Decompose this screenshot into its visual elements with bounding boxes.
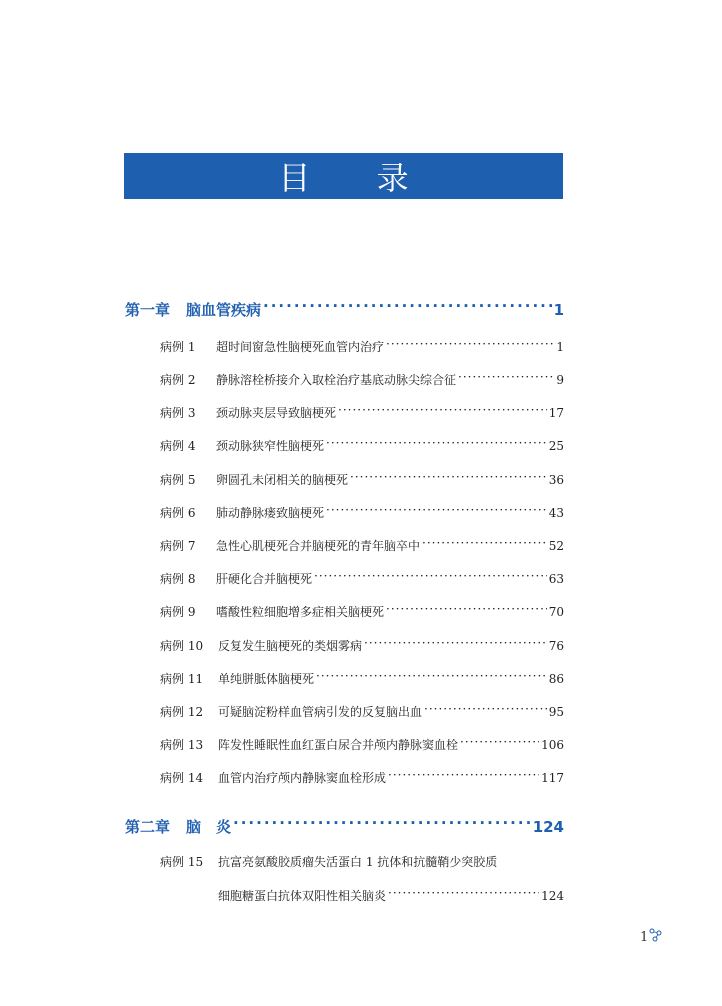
leader-dots (424, 704, 547, 716)
case-page: 43 (548, 506, 564, 520)
case-number: 病例 13 (160, 738, 204, 752)
toc-title: 目 录 (278, 159, 437, 197)
leader-dots (460, 737, 539, 749)
case-title: 颈动脉夹层导致脑梗死 (216, 406, 337, 420)
case-number: 病例 2 (160, 373, 196, 387)
case-number: 病例 11 (160, 672, 204, 686)
leader-dots (388, 770, 539, 782)
case-title: 卵圆孔未闭相关的脑梗死 (216, 473, 349, 487)
toc-entry[interactable] (160, 769, 564, 786)
leader-dots (386, 339, 554, 351)
case-page: 86 (548, 672, 564, 686)
case-page: 124 (541, 889, 564, 903)
leader-dots (314, 571, 547, 583)
case-page: 36 (548, 473, 564, 487)
case-title: 血管内治疗颅内静脉窦血栓形成 (218, 771, 387, 785)
leader-dots (326, 438, 547, 450)
case-page: 95 (548, 705, 564, 719)
toc-entry[interactable] (160, 371, 564, 388)
leader-dots (386, 604, 547, 616)
chapter-heading[interactable] (125, 299, 564, 320)
case-title: 超时间窗急性脑梗死血管内治疗 (216, 340, 385, 354)
case-page: 106 (541, 738, 564, 752)
chapter-page: 124 (532, 818, 564, 836)
toc-entry[interactable] (160, 603, 564, 620)
toc-entry[interactable] (160, 637, 564, 654)
chapter-title: 脑 炎 (186, 818, 232, 836)
case-title: 急性心肌梗死合并脑梗死的青年脑卒中 (216, 539, 421, 553)
toc-entry[interactable] (160, 670, 564, 687)
case-title: 颈动脉狭窄性脑梗死 (216, 439, 325, 453)
toc-entry[interactable] (160, 853, 564, 870)
chapter-label: 第二章 (125, 818, 171, 836)
toc-entry[interactable] (160, 736, 564, 753)
case-title: 单纯胼胝体脑梗死 (218, 672, 315, 686)
chapter-page: 1 (553, 301, 564, 319)
chapter-heading[interactable] (125, 816, 564, 837)
toc-entry[interactable] (160, 437, 564, 454)
toc-entry[interactable] (160, 570, 564, 587)
case-number: 病例 5 (160, 473, 196, 487)
case-number: 病例 7 (160, 539, 196, 553)
case-page: 9 (556, 373, 564, 387)
case-number: 病例 10 (160, 639, 204, 653)
case-title-continuation: 细胞糖蛋白抗体双阳性相关脑炎 (218, 889, 387, 903)
case-title: 肺动静脉瘘致脑梗死 (216, 506, 325, 520)
case-page: 117 (541, 771, 564, 785)
toc-entry[interactable] (160, 703, 564, 720)
case-number: 病例 15 (160, 855, 204, 869)
leader-dots (422, 538, 547, 550)
leader-dots (350, 472, 547, 484)
toc-entry[interactable] (160, 404, 564, 421)
case-page: 17 (548, 406, 564, 420)
toc-entry[interactable] (160, 338, 564, 355)
case-page: 63 (548, 572, 564, 586)
case-title: 肝硬化合并脑梗死 (216, 572, 313, 586)
case-title: 静脉溶栓桥接介入取栓治疗基底动脉尖综合征 (216, 373, 457, 387)
case-number: 病例 14 (160, 771, 204, 785)
toc-entry[interactable] (160, 504, 564, 521)
case-page: 76 (548, 639, 564, 653)
chapter-label: 第一章 (125, 301, 171, 319)
leader-dots (458, 372, 554, 384)
case-page: 70 (548, 605, 564, 619)
leader-dots (263, 300, 552, 315)
molecule-icon (649, 928, 663, 942)
case-title: 反复发生脑梗死的类烟雾病 (218, 639, 363, 653)
chapter-title: 脑血管疾病 (186, 301, 262, 319)
leader-dots (364, 638, 547, 650)
toc-entry-continuation[interactable] (218, 887, 564, 904)
toc-entry[interactable] (160, 537, 564, 554)
page-number-text: 1 (640, 930, 649, 945)
case-title: 阵发性睡眠性血红蛋白尿合并颅内静脉窦血栓 (218, 738, 459, 752)
page-number (640, 930, 663, 945)
case-number: 病例 4 (160, 439, 196, 453)
leader-dots (326, 505, 547, 517)
case-number: 病例 1 (160, 340, 196, 354)
leader-dots (338, 405, 547, 417)
case-title: 嗜酸性粒细胞增多症相关脑梗死 (216, 605, 385, 619)
case-page: 25 (548, 439, 564, 453)
case-number: 病例 6 (160, 506, 196, 520)
case-number: 病例 8 (160, 572, 196, 586)
leader-dots (388, 888, 539, 900)
leader-dots (316, 671, 547, 683)
toc-title-banner (124, 153, 563, 199)
case-page: 52 (548, 539, 564, 553)
case-title: 抗富亮氨酸胶质瘤失活蛋白 1 抗体和抗髓鞘少突胶质 (218, 855, 498, 869)
toc-entry[interactable] (160, 471, 564, 488)
case-page: 1 (556, 340, 564, 354)
case-number: 病例 9 (160, 605, 196, 619)
case-number: 病例 12 (160, 705, 204, 719)
case-number: 病例 3 (160, 406, 196, 420)
case-title: 可疑脑淀粉样血管病引发的反复脑出血 (218, 705, 423, 719)
leader-dots (233, 817, 531, 832)
